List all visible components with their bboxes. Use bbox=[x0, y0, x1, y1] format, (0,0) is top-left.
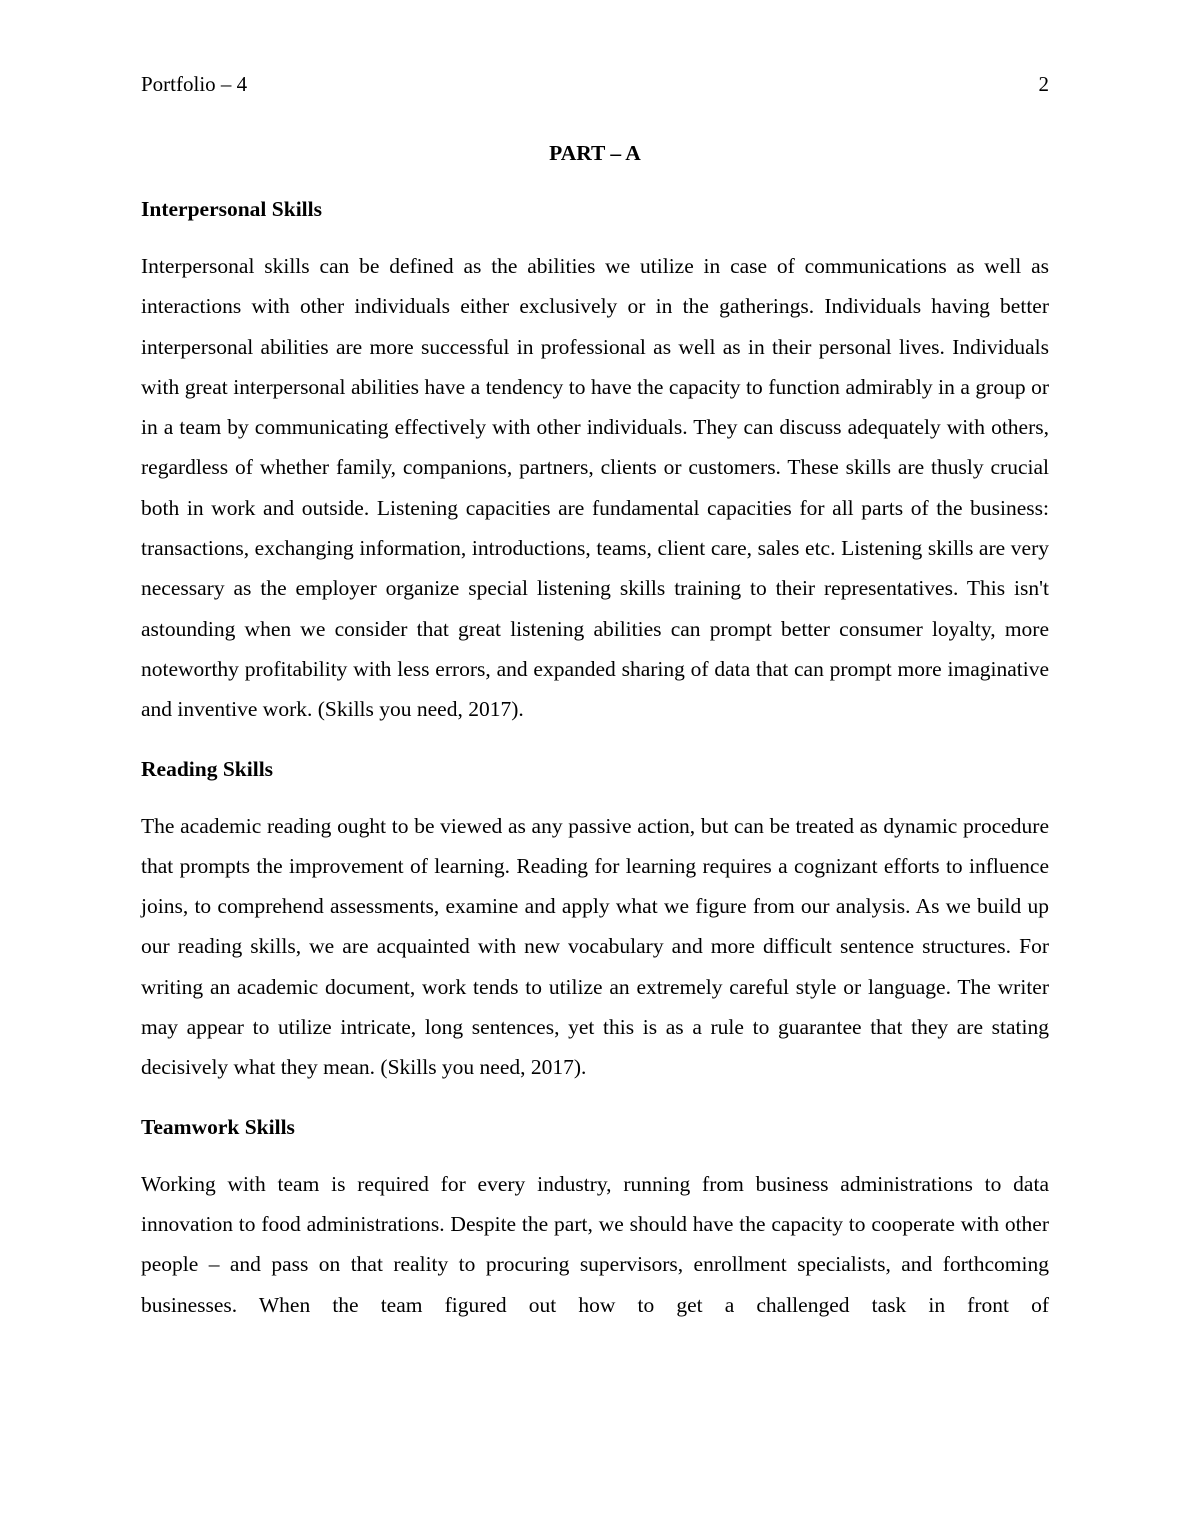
page-header bbox=[141, 70, 1049, 98]
section-body-reading: The academic reading ought to be viewed as any passive action, but can be treated as dynamic procedure that prompts the improvement of learning. Reading for learning requires a cognizant efforts to influence joins, to comprehend assessments, examine and apply what we figure from our analysis. As we build up our reading skills, we are acquainted with new vocabulary and more difficult sentence structures. For writing an academic document, work tends to utilize an extremely careful style or language. The writer may appear to utilize intricate, long sentences, yet this is as a rule to guarantee that they are stating decisively what they mean. (Skills you need, 2017). bbox=[141, 813, 1049, 1080]
section-heading-reading: Reading Skills bbox=[141, 756, 274, 781]
page-number: 2 bbox=[1038, 72, 1049, 96]
document-body bbox=[141, 136, 1049, 1325]
running-title: Portfolio – 4 bbox=[141, 72, 248, 96]
section-heading-interpersonal: Interpersonal Skills bbox=[141, 197, 322, 221]
section-body-interpersonal: Interpersonal skills can be defined as the abilities we utilize in case of communications as well as interactions with other individuals either exclusively or in the gatherings. Individuals having better interpersonal abilities are more successful in professional as well as in their personal lives. Individuals with great interpersonal abilities have a tendency to have the capacity to function admirably in a group or in a team by communicating effectively with other individuals. They can discuss adequately with others, regardless of whether family, companions, partners, clients or customers. These skills are thusly crucial both in work and outside. Listening capacities are fundamental capacities for all parts of the business: transactions, exchanging information, introductions, teams, client care, sales etc. Listening skills are very necessary as the employer organize special listening skills training to their representatives. This isn't astounding when we consider that great listening abilities can prompt better consumer loyalty, more noteworthy profitability with less errors, and expanded sharing of data that can prompt more imaginative and inventive work. (Skills you need, 2017). bbox=[141, 254, 1049, 722]
section-body-teamwork: Working with team is required for every industry, running from business administrations to data innovation to food administrations. Despite the part, we should have the capacity to cooperate with other people – and pass on that reality to procuring supervisors, enrollment specialists, and forthcoming businesses. When the team figured out how to get a challenged task in front of bbox=[141, 1171, 1049, 1317]
section-heading-teamwork: Teamwork Skills bbox=[141, 1114, 295, 1139]
part-title: PART – A bbox=[549, 141, 641, 165]
